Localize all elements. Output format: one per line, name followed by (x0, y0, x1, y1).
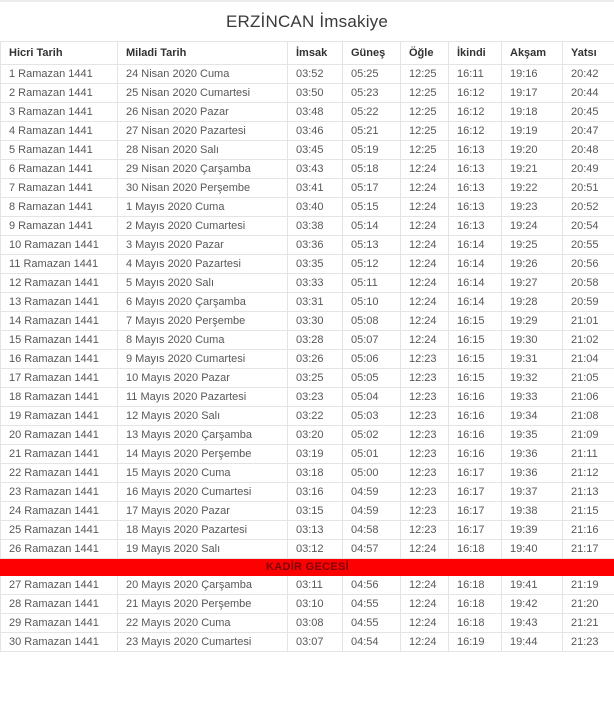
cell-miladi: 21 Mayıs 2020 Perşembe (118, 595, 288, 614)
cell-aksam: 19:26 (502, 255, 563, 274)
cell-hicri: 19 Ramazan 1441 (1, 407, 118, 426)
cell-ikindi: 16:14 (449, 236, 502, 255)
cell-ikindi: 16:16 (449, 407, 502, 426)
cell-yatsi: 20:59 (563, 293, 614, 312)
cell-ikindi: 16:11 (449, 65, 502, 84)
cell-ogle: 12:24 (401, 236, 449, 255)
table-row (1, 445, 614, 464)
cell-hicri: 1 Ramazan 1441 (1, 65, 118, 84)
cell-hicri: 5 Ramazan 1441 (1, 141, 118, 160)
cell-yatsi: 21:06 (563, 388, 614, 407)
cell-imsak: 03:16 (288, 483, 343, 502)
cell-ogle: 12:24 (401, 293, 449, 312)
cell-gunes: 05:00 (343, 464, 401, 483)
cell-ogle: 12:25 (401, 84, 449, 103)
cell-gunes: 05:22 (343, 103, 401, 122)
cell-hicri: 12 Ramazan 1441 (1, 274, 118, 293)
cell-gunes: 05:19 (343, 141, 401, 160)
cell-miladi: 14 Mayıs 2020 Perşembe (118, 445, 288, 464)
table-row (1, 576, 614, 595)
cell-imsak: 03:07 (288, 633, 343, 652)
cell-gunes: 05:12 (343, 255, 401, 274)
cell-imsak: 03:26 (288, 350, 343, 369)
column-header: Akşam (502, 42, 563, 65)
cell-hicri: 23 Ramazan 1441 (1, 483, 118, 502)
cell-ogle: 12:24 (401, 331, 449, 350)
table-row (1, 614, 614, 633)
cell-hicri: 14 Ramazan 1441 (1, 312, 118, 331)
cell-aksam: 19:28 (502, 293, 563, 312)
cell-ikindi: 16:15 (449, 331, 502, 350)
cell-miladi: 25 Nisan 2020 Cumartesi (118, 84, 288, 103)
cell-yatsi: 21:19 (563, 576, 614, 595)
cell-hicri: 22 Ramazan 1441 (1, 464, 118, 483)
cell-ikindi: 16:14 (449, 293, 502, 312)
cell-hicri: 13 Ramazan 1441 (1, 293, 118, 312)
cell-ikindi: 16:17 (449, 464, 502, 483)
cell-gunes: 05:14 (343, 217, 401, 236)
cell-miladi: 9 Mayıs 2020 Cumartesi (118, 350, 288, 369)
cell-ikindi: 16:14 (449, 274, 502, 293)
cell-yatsi: 20:49 (563, 160, 614, 179)
cell-miladi: 8 Mayıs 2020 Cuma (118, 331, 288, 350)
cell-ogle: 12:23 (401, 426, 449, 445)
cell-yatsi: 20:48 (563, 141, 614, 160)
cell-aksam: 19:40 (502, 540, 563, 559)
cell-yatsi: 20:42 (563, 65, 614, 84)
cell-ogle: 12:24 (401, 179, 449, 198)
cell-imsak: 03:12 (288, 540, 343, 559)
cell-aksam: 19:22 (502, 179, 563, 198)
cell-miladi: 24 Nisan 2020 Cuma (118, 65, 288, 84)
cell-yatsi: 20:47 (563, 122, 614, 141)
cell-gunes: 04:55 (343, 595, 401, 614)
cell-imsak: 03:20 (288, 426, 343, 445)
cell-miladi: 17 Mayıs 2020 Pazar (118, 502, 288, 521)
table-row (1, 388, 614, 407)
cell-imsak: 03:45 (288, 141, 343, 160)
table-row (1, 160, 614, 179)
cell-ogle: 12:25 (401, 103, 449, 122)
column-header: Yatsı (563, 42, 614, 65)
cell-imsak: 03:19 (288, 445, 343, 464)
cell-yatsi: 21:21 (563, 614, 614, 633)
cell-ogle: 12:23 (401, 502, 449, 521)
cell-aksam: 19:43 (502, 614, 563, 633)
table-row (1, 521, 614, 540)
cell-imsak: 03:33 (288, 274, 343, 293)
cell-imsak: 03:48 (288, 103, 343, 122)
table-header (1, 42, 614, 65)
cell-imsak: 03:30 (288, 312, 343, 331)
table-row (1, 369, 614, 388)
cell-ogle: 12:23 (401, 407, 449, 426)
cell-miladi: 11 Mayıs 2020 Pazartesi (118, 388, 288, 407)
cell-yatsi: 20:56 (563, 255, 614, 274)
cell-gunes: 05:02 (343, 426, 401, 445)
cell-gunes: 05:23 (343, 84, 401, 103)
table-row (1, 255, 614, 274)
cell-imsak: 03:38 (288, 217, 343, 236)
cell-aksam: 19:27 (502, 274, 563, 293)
cell-hicri: 11 Ramazan 1441 (1, 255, 118, 274)
table-row (1, 179, 614, 198)
cell-yatsi: 21:11 (563, 445, 614, 464)
cell-miladi: 3 Mayıs 2020 Pazar (118, 236, 288, 255)
cell-yatsi: 21:15 (563, 502, 614, 521)
column-header: Öğle (401, 42, 449, 65)
table-row (1, 350, 614, 369)
table-row (1, 217, 614, 236)
cell-ikindi: 16:17 (449, 521, 502, 540)
cell-imsak: 03:10 (288, 595, 343, 614)
cell-yatsi: 21:01 (563, 312, 614, 331)
cell-gunes: 04:59 (343, 483, 401, 502)
cell-miladi: 19 Mayıs 2020 Salı (118, 540, 288, 559)
cell-yatsi: 20:58 (563, 274, 614, 293)
cell-ogle: 12:24 (401, 614, 449, 633)
cell-hicri: 9 Ramazan 1441 (1, 217, 118, 236)
cell-hicri: 7 Ramazan 1441 (1, 179, 118, 198)
cell-miladi: 18 Mayıs 2020 Pazartesi (118, 521, 288, 540)
cell-aksam: 19:38 (502, 502, 563, 521)
cell-miladi: 15 Mayıs 2020 Cuma (118, 464, 288, 483)
cell-ikindi: 16:13 (449, 198, 502, 217)
cell-yatsi: 21:02 (563, 331, 614, 350)
cell-miladi: 29 Nisan 2020 Çarşamba (118, 160, 288, 179)
cell-miladi: 26 Nisan 2020 Pazar (118, 103, 288, 122)
cell-hicri: 10 Ramazan 1441 (1, 236, 118, 255)
cell-yatsi: 20:45 (563, 103, 614, 122)
cell-ikindi: 16:17 (449, 483, 502, 502)
cell-aksam: 19:21 (502, 160, 563, 179)
cell-ogle: 12:23 (401, 445, 449, 464)
cell-ogle: 12:24 (401, 595, 449, 614)
cell-yatsi: 20:52 (563, 198, 614, 217)
cell-ikindi: 16:14 (449, 255, 502, 274)
cell-yatsi: 21:23 (563, 633, 614, 652)
cell-gunes: 05:05 (343, 369, 401, 388)
cell-gunes: 05:07 (343, 331, 401, 350)
cell-imsak: 03:35 (288, 255, 343, 274)
cell-hicri: 21 Ramazan 1441 (1, 445, 118, 464)
cell-aksam: 19:34 (502, 407, 563, 426)
cell-aksam: 19:31 (502, 350, 563, 369)
cell-hicri: 6 Ramazan 1441 (1, 160, 118, 179)
table-row (1, 274, 614, 293)
cell-imsak: 03:46 (288, 122, 343, 141)
cell-ikindi: 16:18 (449, 595, 502, 614)
cell-ikindi: 16:13 (449, 179, 502, 198)
column-header: İkindi (449, 42, 502, 65)
cell-ikindi: 16:13 (449, 217, 502, 236)
column-header: İmsak (288, 42, 343, 65)
cell-gunes: 05:13 (343, 236, 401, 255)
cell-ogle: 12:23 (401, 483, 449, 502)
cell-ogle: 12:23 (401, 350, 449, 369)
cell-aksam: 19:30 (502, 331, 563, 350)
cell-yatsi: 20:44 (563, 84, 614, 103)
table-row (1, 407, 614, 426)
cell-yatsi: 21:09 (563, 426, 614, 445)
cell-miladi: 4 Mayıs 2020 Pazartesi (118, 255, 288, 274)
cell-imsak: 03:22 (288, 407, 343, 426)
table-row (1, 198, 614, 217)
cell-ikindi: 16:15 (449, 369, 502, 388)
cell-aksam: 19:29 (502, 312, 563, 331)
cell-ikindi: 16:15 (449, 350, 502, 369)
cell-gunes: 04:59 (343, 502, 401, 521)
cell-gunes: 04:56 (343, 576, 401, 595)
cell-imsak: 03:31 (288, 293, 343, 312)
cell-aksam: 19:36 (502, 445, 563, 464)
cell-miladi: 10 Mayıs 2020 Pazar (118, 369, 288, 388)
cell-hicri: 15 Ramazan 1441 (1, 331, 118, 350)
cell-gunes: 04:57 (343, 540, 401, 559)
cell-ogle: 12:24 (401, 255, 449, 274)
cell-ogle: 12:23 (401, 521, 449, 540)
cell-yatsi: 20:55 (563, 236, 614, 255)
table-row (1, 540, 614, 559)
table-body (1, 65, 614, 652)
cell-aksam: 19:18 (502, 103, 563, 122)
table-row (1, 464, 614, 483)
cell-hicri: 17 Ramazan 1441 (1, 369, 118, 388)
cell-ikindi: 16:15 (449, 312, 502, 331)
cell-gunes: 04:55 (343, 614, 401, 633)
table-row (1, 633, 614, 652)
cell-ikindi: 16:16 (449, 388, 502, 407)
cell-yatsi: 21:13 (563, 483, 614, 502)
cell-aksam: 19:33 (502, 388, 563, 407)
cell-ogle: 12:25 (401, 65, 449, 84)
cell-gunes: 05:17 (343, 179, 401, 198)
cell-hicri: 16 Ramazan 1441 (1, 350, 118, 369)
page-title: ERZİNCAN İmsakiye (225, 12, 389, 31)
cell-yatsi: 21:08 (563, 407, 614, 426)
cell-ogle: 12:25 (401, 141, 449, 160)
cell-ogle: 12:23 (401, 388, 449, 407)
cell-ikindi: 16:18 (449, 576, 502, 595)
cell-gunes: 05:10 (343, 293, 401, 312)
cell-hicri: 8 Ramazan 1441 (1, 198, 118, 217)
table-row (1, 502, 614, 521)
cell-gunes: 05:15 (343, 198, 401, 217)
cell-ikindi: 16:18 (449, 540, 502, 559)
cell-ogle: 12:24 (401, 312, 449, 331)
cell-miladi: 30 Nisan 2020 Perşembe (118, 179, 288, 198)
cell-hicri: 3 Ramazan 1441 (1, 103, 118, 122)
cell-miladi: 1 Mayıs 2020 Cuma (118, 198, 288, 217)
cell-miladi: 22 Mayıs 2020 Cuma (118, 614, 288, 633)
cell-hicri: 24 Ramazan 1441 (1, 502, 118, 521)
cell-ogle: 12:24 (401, 198, 449, 217)
cell-yatsi: 21:05 (563, 369, 614, 388)
cell-miladi: 20 Mayıs 2020 Çarşamba (118, 576, 288, 595)
cell-ogle: 12:24 (401, 576, 449, 595)
cell-aksam: 19:19 (502, 122, 563, 141)
cell-aksam: 19:35 (502, 426, 563, 445)
cell-ogle: 12:23 (401, 369, 449, 388)
cell-imsak: 03:52 (288, 65, 343, 84)
cell-imsak: 03:40 (288, 198, 343, 217)
cell-imsak: 03:23 (288, 388, 343, 407)
cell-yatsi: 21:04 (563, 350, 614, 369)
table-row (1, 426, 614, 445)
cell-hicri: 30 Ramazan 1441 (1, 633, 118, 652)
table-row (1, 483, 614, 502)
column-header: Güneş (343, 42, 401, 65)
cell-hicri: 20 Ramazan 1441 (1, 426, 118, 445)
cell-aksam: 19:41 (502, 576, 563, 595)
cell-ikindi: 16:18 (449, 614, 502, 633)
cell-miladi: 12 Mayıs 2020 Salı (118, 407, 288, 426)
cell-gunes: 05:25 (343, 65, 401, 84)
table-row (1, 122, 614, 141)
cell-miladi: 16 Mayıs 2020 Cumartesi (118, 483, 288, 502)
cell-aksam: 19:42 (502, 595, 563, 614)
cell-hicri: 25 Ramazan 1441 (1, 521, 118, 540)
kadir-gecesi-row (1, 559, 614, 576)
cell-ikindi: 16:12 (449, 103, 502, 122)
cell-imsak: 03:41 (288, 179, 343, 198)
cell-yatsi: 20:54 (563, 217, 614, 236)
cell-aksam: 19:23 (502, 198, 563, 217)
cell-yatsi: 21:17 (563, 540, 614, 559)
cell-aksam: 19:24 (502, 217, 563, 236)
cell-hicri: 26 Ramazan 1441 (1, 540, 118, 559)
cell-ogle: 12:24 (401, 633, 449, 652)
table-row (1, 312, 614, 331)
cell-gunes: 05:04 (343, 388, 401, 407)
cell-miladi: 5 Mayıs 2020 Salı (118, 274, 288, 293)
cell-gunes: 04:54 (343, 633, 401, 652)
cell-ikindi: 16:12 (449, 84, 502, 103)
cell-imsak: 03:50 (288, 84, 343, 103)
cell-miladi: 28 Nisan 2020 Salı (118, 141, 288, 160)
cell-ikindi: 16:13 (449, 160, 502, 179)
cell-ogle: 12:24 (401, 160, 449, 179)
table-row (1, 293, 614, 312)
cell-aksam: 19:44 (502, 633, 563, 652)
cell-aksam: 19:16 (502, 65, 563, 84)
cell-ikindi: 16:12 (449, 122, 502, 141)
table-row (1, 141, 614, 160)
cell-miladi: 2 Mayıs 2020 Cumartesi (118, 217, 288, 236)
cell-miladi: 6 Mayıs 2020 Çarşamba (118, 293, 288, 312)
table-row (1, 84, 614, 103)
cell-ikindi: 16:17 (449, 502, 502, 521)
cell-miladi: 7 Mayıs 2020 Perşembe (118, 312, 288, 331)
cell-imsak: 03:25 (288, 369, 343, 388)
column-header: Miladi Tarih (118, 42, 288, 65)
imsakiye-table (0, 41, 614, 652)
cell-yatsi: 21:16 (563, 521, 614, 540)
cell-ogle: 12:23 (401, 464, 449, 483)
cell-hicri: 27 Ramazan 1441 (1, 576, 118, 595)
cell-gunes: 05:03 (343, 407, 401, 426)
column-header: Hicri Tarih (1, 42, 118, 65)
cell-hicri: 2 Ramazan 1441 (1, 84, 118, 103)
table-row (1, 103, 614, 122)
cell-imsak: 03:36 (288, 236, 343, 255)
cell-gunes: 05:21 (343, 122, 401, 141)
cell-aksam: 19:36 (502, 464, 563, 483)
kadir-gecesi-label: KADİR GECESİ (1, 559, 614, 576)
cell-yatsi: 20:51 (563, 179, 614, 198)
cell-ogle: 12:24 (401, 540, 449, 559)
cell-gunes: 05:18 (343, 160, 401, 179)
cell-gunes: 04:58 (343, 521, 401, 540)
cell-yatsi: 21:12 (563, 464, 614, 483)
cell-ikindi: 16:19 (449, 633, 502, 652)
cell-imsak: 03:18 (288, 464, 343, 483)
cell-hicri: 29 Ramazan 1441 (1, 614, 118, 633)
cell-imsak: 03:13 (288, 521, 343, 540)
cell-gunes: 05:01 (343, 445, 401, 464)
cell-gunes: 05:11 (343, 274, 401, 293)
cell-ikindi: 16:16 (449, 426, 502, 445)
cell-aksam: 19:39 (502, 521, 563, 540)
cell-hicri: 28 Ramazan 1441 (1, 595, 118, 614)
cell-aksam: 19:20 (502, 141, 563, 160)
cell-aksam: 19:25 (502, 236, 563, 255)
cell-aksam: 19:32 (502, 369, 563, 388)
cell-aksam: 19:37 (502, 483, 563, 502)
cell-ikindi: 16:13 (449, 141, 502, 160)
cell-imsak: 03:43 (288, 160, 343, 179)
table-row (1, 595, 614, 614)
cell-hicri: 18 Ramazan 1441 (1, 388, 118, 407)
cell-imsak: 03:11 (288, 576, 343, 595)
table-row (1, 236, 614, 255)
cell-ogle: 12:25 (401, 122, 449, 141)
cell-aksam: 19:17 (502, 84, 563, 103)
cell-yatsi: 21:20 (563, 595, 614, 614)
cell-hicri: 4 Ramazan 1441 (1, 122, 118, 141)
cell-gunes: 05:08 (343, 312, 401, 331)
cell-imsak: 03:28 (288, 331, 343, 350)
cell-ogle: 12:24 (401, 274, 449, 293)
cell-imsak: 03:08 (288, 614, 343, 633)
cell-miladi: 23 Mayıs 2020 Cumartesi (118, 633, 288, 652)
cell-imsak: 03:15 (288, 502, 343, 521)
header-row (1, 42, 614, 65)
table-row (1, 331, 614, 350)
table-row (1, 65, 614, 84)
cell-miladi: 13 Mayıs 2020 Çarşamba (118, 426, 288, 445)
cell-ogle: 12:24 (401, 217, 449, 236)
cell-gunes: 05:06 (343, 350, 401, 369)
cell-ikindi: 16:16 (449, 445, 502, 464)
cell-miladi: 27 Nisan 2020 Pazartesi (118, 122, 288, 141)
